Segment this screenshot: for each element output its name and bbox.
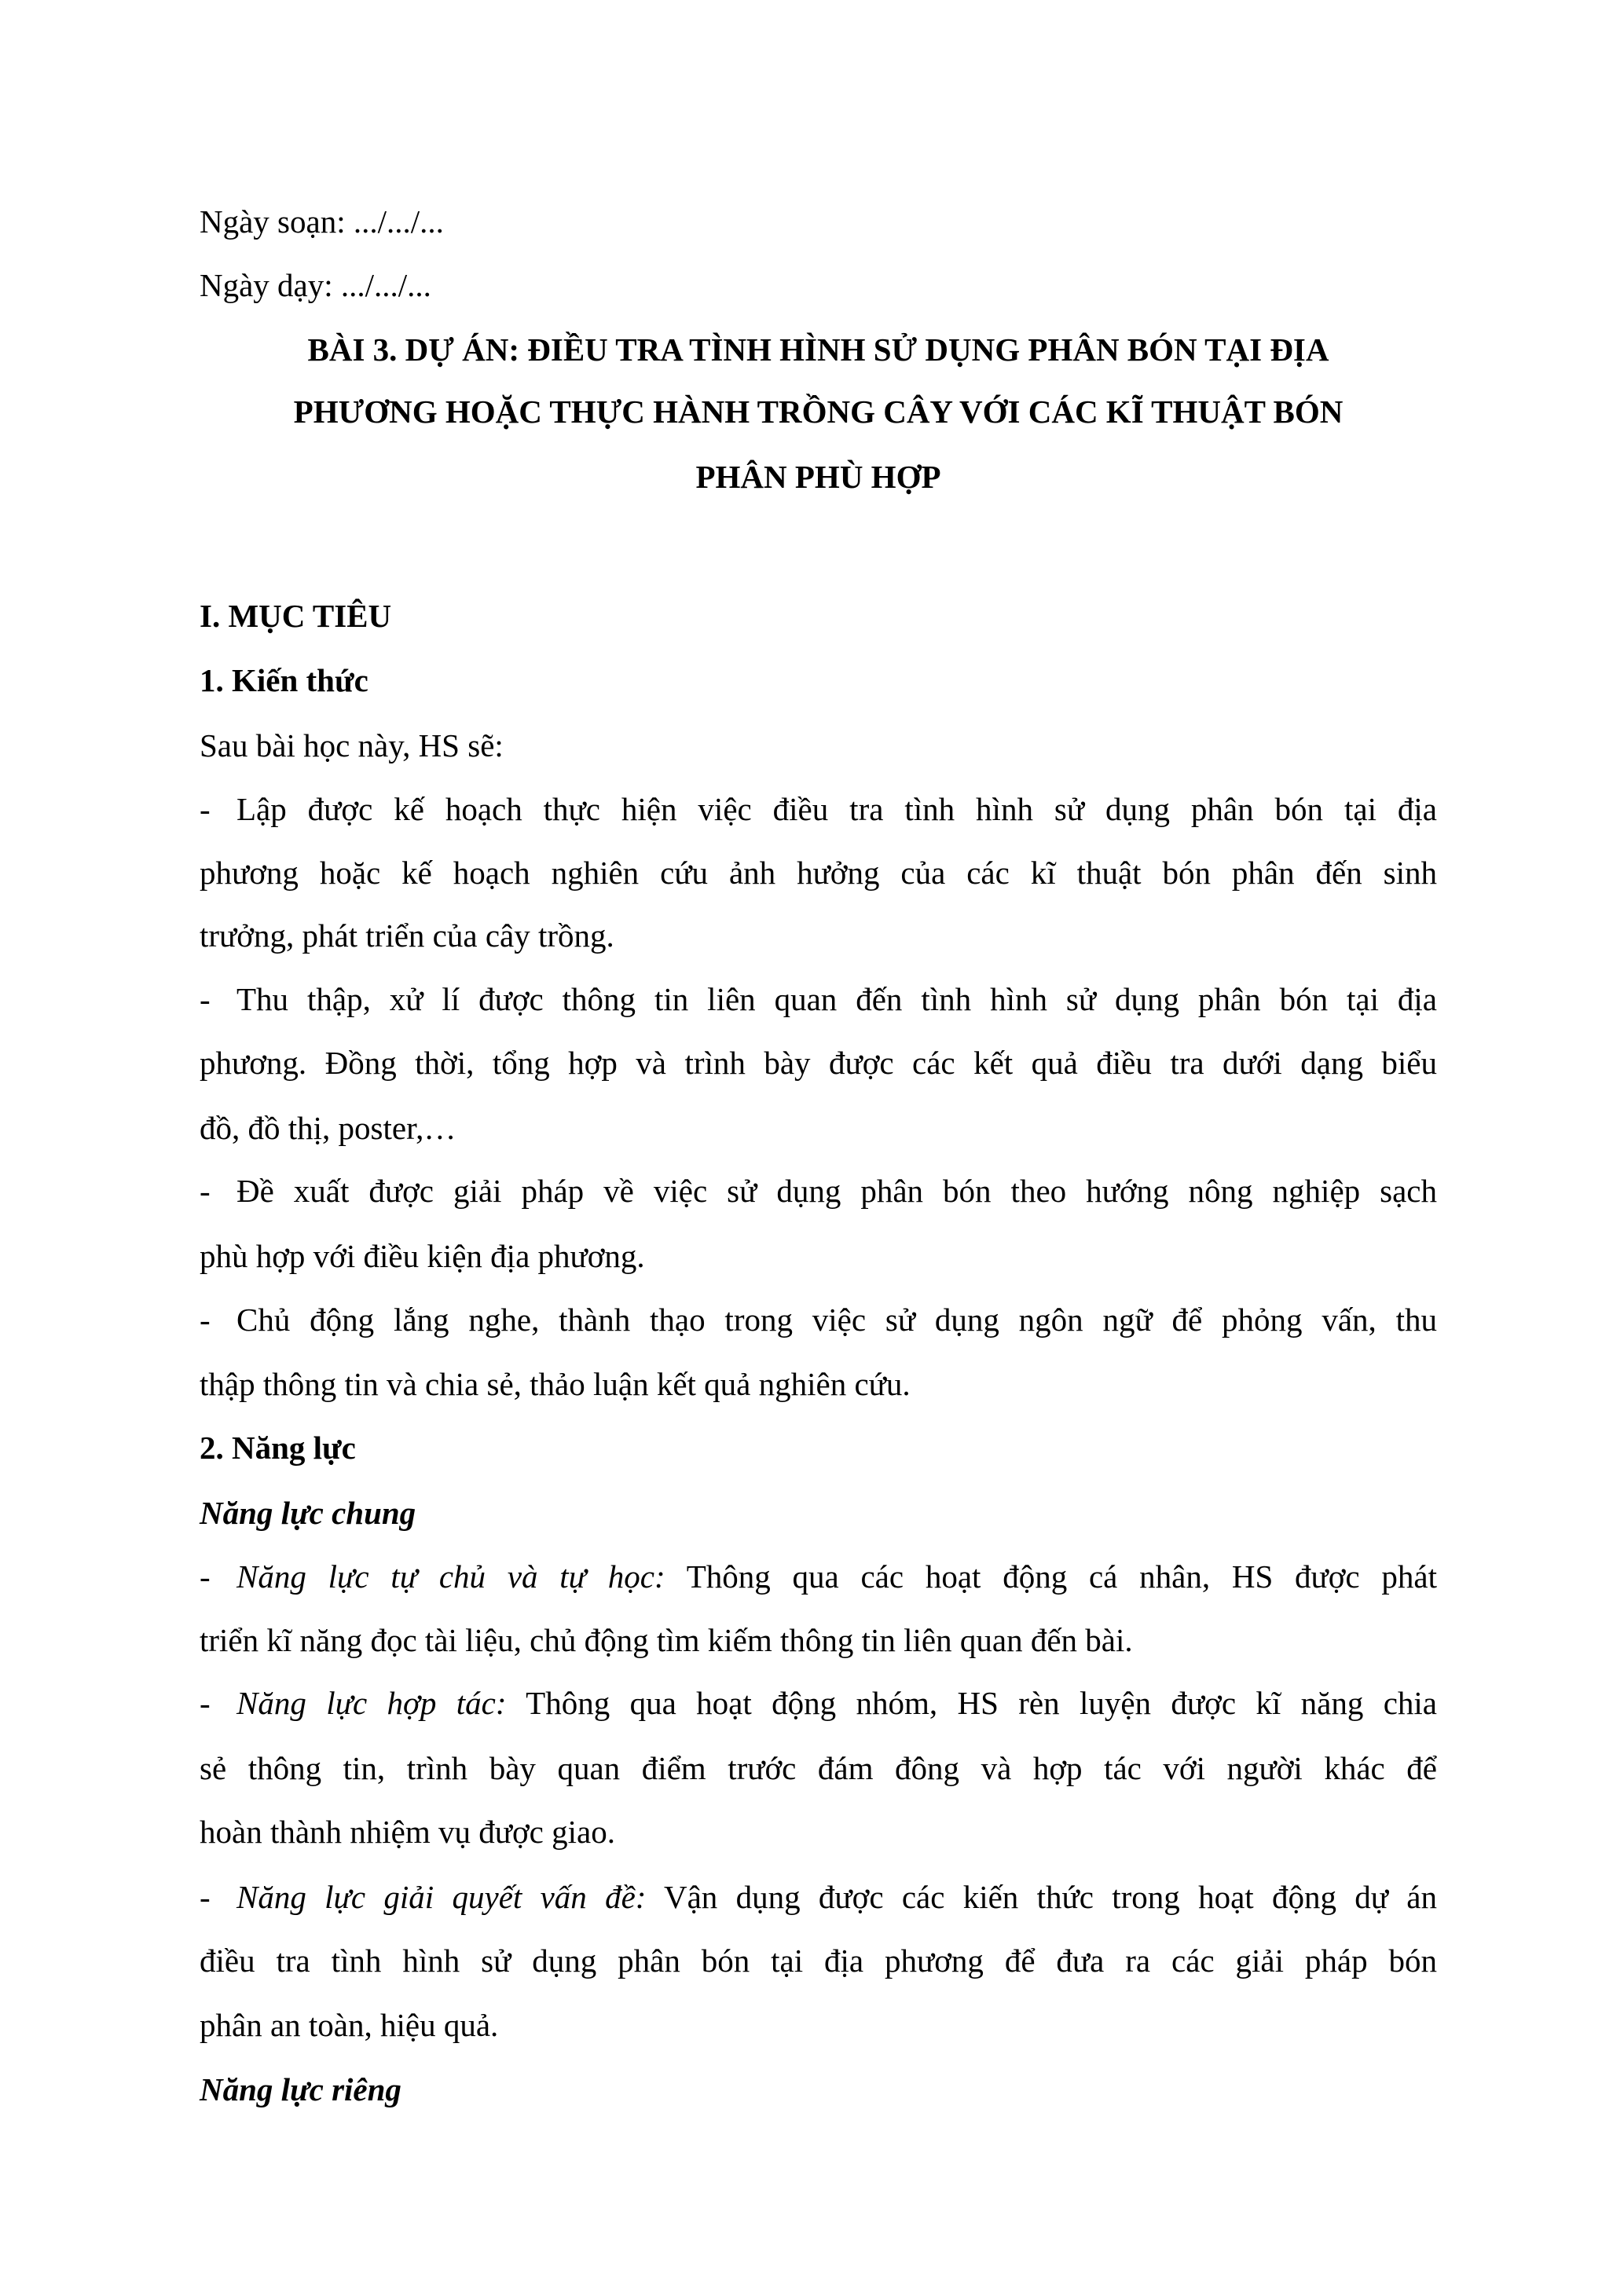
bullet-item <box>200 1296 1437 1343</box>
subsection-heading <box>200 2066 1437 2113</box>
bullet-dash: - <box>200 981 211 1017</box>
lesson-title-line-1: BÀI 3. DỰ ÁN: ĐIỀU TRA TÌNH HÌNH SỬ DỤNG PHÂN BÓN TẠI ĐỊA <box>307 331 1329 368</box>
bullet-text <box>236 976 1437 1023</box>
bullet-item <box>200 785 1437 833</box>
lesson-title-line-2: PHƯƠNG HOẶC THỰC HÀNH TRỒNG CÂY VỚI CÁC KĨ THUẬT BÓN <box>293 394 1344 430</box>
bullet-text <box>236 1873 1437 1921</box>
text-segment: phương. Đồng thời, tổng hợp và trình bày được các kết quả điều tra dưới dạng biểu <box>200 1045 1437 1081</box>
text-segment: Năng lực riêng <box>200 2071 401 2107</box>
text-segment: hoàn thành nhiệm vụ được giao. <box>200 1814 615 1850</box>
bullet-item <box>200 1679 1437 1727</box>
bullet-item <box>200 976 1437 1023</box>
text-segment: Thông qua các hoạt động cá nhân, HS được phát <box>665 1558 1437 1595</box>
text-segment: triển kĩ năng đọc tài liệu, chủ động tìm kiếm thông tin liên quan đến bài. <box>200 1622 1133 1658</box>
paragraph-line <box>200 2001 1437 2049</box>
bullet-dash: - <box>200 1302 211 1338</box>
paragraph-line <box>200 1617 1437 1664</box>
text-segment: Vận dụng được các kiến thức trong hoạt động dự án <box>646 1879 1437 1915</box>
lesson-title-line-3: PHÂN PHÙ HỢP <box>695 459 941 495</box>
bullet-dash: - <box>200 1879 211 1915</box>
bullet-dash: - <box>200 1173 211 1209</box>
text-segment: Thu thập, xử lí được thông tin liên quan đến tình hình sử dụng phân bón tại địa <box>236 981 1437 1017</box>
text-segment: sẻ thông tin, trình bày quan điểm trước đám đông và hợp tác với người khác để <box>200 1750 1437 1786</box>
competency-label: Năng lực tự chủ và tự học: <box>236 1558 665 1595</box>
text-segment: Lập được kế hoạch thực hiện việc điều tra tình hình sử dụng phân bón tại địa <box>236 791 1437 827</box>
text-segment: I. MỤC TIÊU <box>200 598 392 634</box>
text-segment: điều tra tình hình sử dụng phân bón tại địa phương để đưa ra các giải pháp bón <box>200 1943 1437 1979</box>
prep-date: Ngày soạn: .../.../... <box>200 203 444 240</box>
bullet-dash: - <box>200 1558 211 1595</box>
text-segment: phương hoặc kế hoạch nghiên cứu ảnh hưởng của các kĩ thuật bón phân đến sinh <box>200 855 1437 891</box>
bullet-text <box>236 785 1437 833</box>
paragraph-line <box>200 1937 1437 1984</box>
text-segment: Đề xuất được giải pháp về việc sử dụng phân bón theo hướng nông nghiệp sạch <box>236 1173 1437 1209</box>
paragraph-line <box>200 849 1437 896</box>
text-segment: Thông qua hoạt động nhóm, HS rèn luyện được kĩ năng chia <box>506 1685 1438 1721</box>
paragraph-line <box>200 1039 1437 1086</box>
bullet-text <box>236 1553 1437 1600</box>
bullet-item <box>200 1873 1437 1921</box>
bullet-text <box>236 1296 1437 1343</box>
paragraph-line <box>200 1808 1437 1855</box>
section-heading <box>200 592 1437 639</box>
text-segment: trưởng, phát triển của cây trồng. <box>200 917 614 954</box>
text-segment: phân an toàn, hiệu quả. <box>200 2007 499 2043</box>
subsection-heading <box>200 1489 1437 1536</box>
text-segment: thập thông tin và chia sẻ, thảo luận kết quả nghiên cứu. <box>200 1366 911 1402</box>
paragraph-line <box>200 1232 1437 1280</box>
text-segment: Sau bài học này, HS sẽ: <box>200 727 504 764</box>
text-segment: 1. Kiến thức <box>200 662 368 698</box>
paragraph-line <box>200 722 1437 769</box>
competency-label: Năng lực giải quyết vấn đề: <box>236 1879 647 1915</box>
text-segment: phù hợp với điều kiện địa phương. <box>200 1238 645 1274</box>
competency-label: Năng lực hợp tác: <box>236 1685 507 1721</box>
bullet-dash: - <box>200 791 211 827</box>
paragraph-line <box>200 912 1437 959</box>
text-segment: 2. Năng lực <box>200 1430 356 1466</box>
paragraph-line <box>200 1104 1437 1152</box>
text-segment: đồ, đồ thị, poster,… <box>200 1110 456 1146</box>
section-heading <box>200 657 1437 704</box>
text-segment: Chủ động lắng nghe, thành thạo trong việc sử dụng ngôn ngữ để phỏng vấn, thu <box>236 1302 1437 1338</box>
teach-date: Ngày dạy: .../.../... <box>200 267 431 303</box>
bullet-item <box>200 1553 1437 1600</box>
paragraph-line <box>200 1745 1437 1792</box>
paragraph-line <box>200 1360 1437 1408</box>
bullet-text <box>236 1167 1437 1214</box>
bullet-item <box>200 1167 1437 1214</box>
bullet-text <box>236 1679 1437 1727</box>
text-segment: Năng lực chung <box>200 1495 416 1531</box>
section-heading <box>200 1424 1437 1471</box>
bullet-dash: - <box>200 1685 211 1721</box>
